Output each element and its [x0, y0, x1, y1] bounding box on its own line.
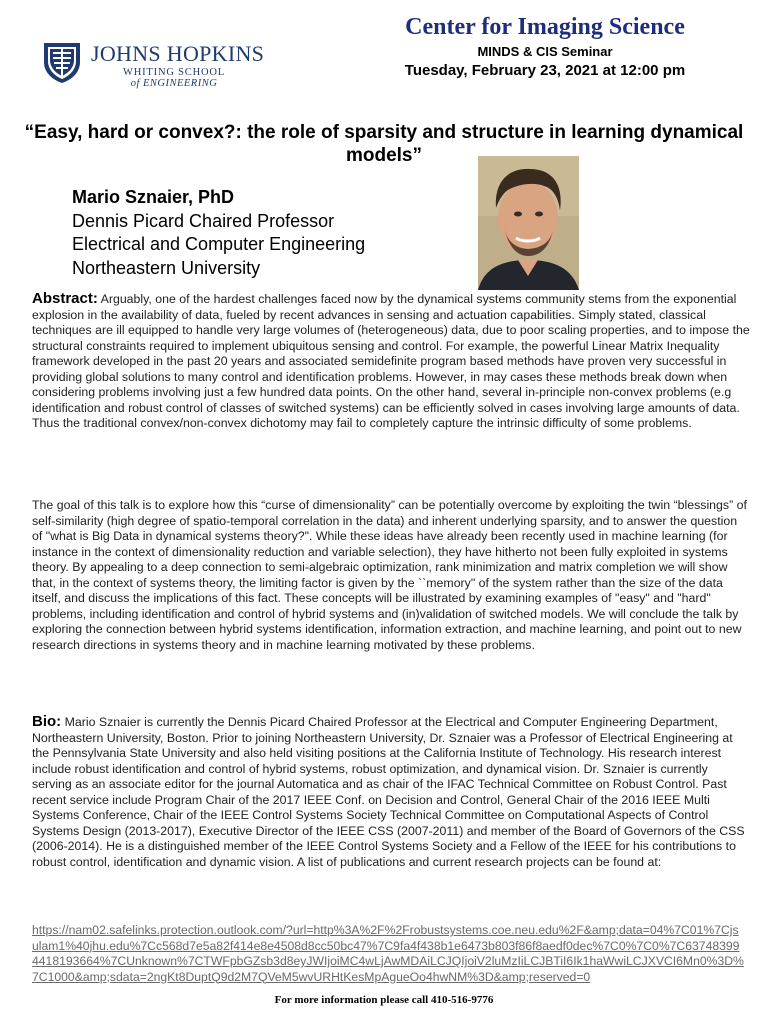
logo-subtitle: [93, 67, 255, 89]
speaker-info: [72, 186, 365, 280]
abstract-label: Abstract:: [32, 290, 98, 307]
logo-subtitle-line1: WHITING SCHOOL: [123, 67, 225, 78]
research-link[interactable]: https://nam02.safelinks.protection.outlook.com/?url=http%3A%2F%2Frobustsystems.coe.neu.edu%2F&amp;data=04%7C01%7Cjsulam1%40jhu.edu%7Cc568d7e5a82f414e8e4508d8cc50bc47%7C9fa4f438b1e6473b803f86f8aedf0dec%7C0%7C0%7C637483994418193664%7CUnknown%7CTWFpbGZsb3d8eyJWIjoiMC4wLjAwMDAiLCJQIjoiV2luMzIiLCJBTiI6Ik1haWwiLCJXVCI6Mn0%3D%7C1000&amp;sdata=2ngKt8DuptQ9d2M7QVeM5wvURHtKesMpAgueOo4hwNM%3D&amp;reserved=0: [32, 923, 744, 984]
bio-text: Mario Sznaier is currently the Dennis Picard Chaired Professor at the Electrical and Computer Engineering Department, Northeastern University, Boston. Prior to joining Northeastern University, Dr. Sznaier was a Professor of Electrical Engineering at the Pennsylvania State University and also held visiting positions at the California Institute of Technology. His research interest include robust identification and control of hybrid systems, robust optimization, and dynamical vision. Dr. Sznaier is currently serving as an associate editor for the journal Automatica and as chair of the IFAC Technical Committee on Robust Control. Past recent service include Program Chair of the 2017 IEEE Conf. on Decision and Control, General Chair of the 2016 IEEE Multi Systems Conference, Chair of the IEEE Control Systems Society Technical Committee on Computational Aspects of Control Systems Design (2013-2017), Executive Director of the IEEE CSS (2007-2011) and member of the Board of Governors of the CSS (2006-2014). He is a distinguished member of the IEEE Control Systems Society and a Fellow of the IEEE for his contributions to robust control, identification and dynamic vision. A list of publications and current research projects can be found at:: [32, 715, 745, 869]
center-title: Center for Imaging Science: [405, 14, 685, 40]
speaker-photo: [478, 156, 579, 290]
jhu-logo: [41, 40, 271, 92]
bio-label: Bio:: [32, 713, 62, 730]
talk-title: “Easy, hard or convex?: the role of sparsity and structure in learning dynamical models”: [24, 122, 744, 166]
abstract-text: Arguably, one of the hardest challenges faced now by the dynamical systems community stems from the exponential explosion in the availability of data, fueled by recent advances in sensing and actuation capabilities. Simply stated, classical techniques are ill equipped to handle very large volumes of (heterogeneous) data, due to poor scaling properties, and to impose the structural constraints required to implement ubiquitous sensing and control. For example, the powerful Linear Matrix Inequality framework developed in the past 20 years and associated semidefinite program based methods have proven very successful in providing global solutions to many control and identification problems. However, in may cases these methods break down when considering problems involving just a few hundred data points. On the other hand, several in-principle non-convex problems (e.g identification and robust control of classes of switched systems) can be efficiently solved in cases involving large amounts of data. Thus the traditional convex/non-convex dichotomy may fail to completely capture the intrinsic difficulty of some problems.: [32, 292, 750, 430]
logo-name: JOHNS HOPKINS: [91, 41, 265, 66]
speaker-name: Mario Sznaier, PhD: [72, 187, 235, 207]
speaker-department: Electrical and Computer Engineering: [72, 234, 366, 254]
seminar-date: Tuesday, February 23, 2021 at 12:00 pm: [404, 62, 686, 79]
speaker-university: Northeastern University: [72, 257, 261, 278]
university-shield-icon: [41, 40, 83, 84]
bio-paragraph: [32, 714, 750, 870]
logo-subtitle-line2: of ENGINEERING: [130, 78, 218, 89]
seminar-series: MINDS & CIS Seminar: [477, 44, 613, 59]
speaker-position: Dennis Picard Chaired Professor: [72, 210, 335, 231]
abstract-paragraph: [32, 291, 750, 432]
footer-contact: For more information please call 410-516-9776: [274, 994, 494, 1006]
abstract-paragraph-2: The goal of this talk is to explore how this “curse of dimensionality” can be potentially overcome by exploiting the twin “blessings” of self-similarity (high degree of spatio-temporal correlation in the data) and inherent underlying sparsity, and to answer the question of "what is Big Data in dynamical systems theory?". While these ideas have already been recently used in machine learning (for instance in the context of dimensionality reduction and variable selection), they have hitherto not been fully exploited in systems theory. By appealing to a deep connection to semi-algebraic optimization, rank minimization and matrix completion we will show that, in the context of systems theory, the limiting factor is given by the ``memory" of the system rather than the size of the data itself, and discuss the implications of this fact. These concepts will be illustrated by examining examples of "easy" and "hard" problems, including identification and control of hybrid systems and (in)validation of switched models. We will conclude the talk by exploring the connection between hybrid systems identification, information extraction, and machine learning, and point out to new research directions in systems theory and in machine learning motivated by these problems.: [32, 498, 747, 652]
